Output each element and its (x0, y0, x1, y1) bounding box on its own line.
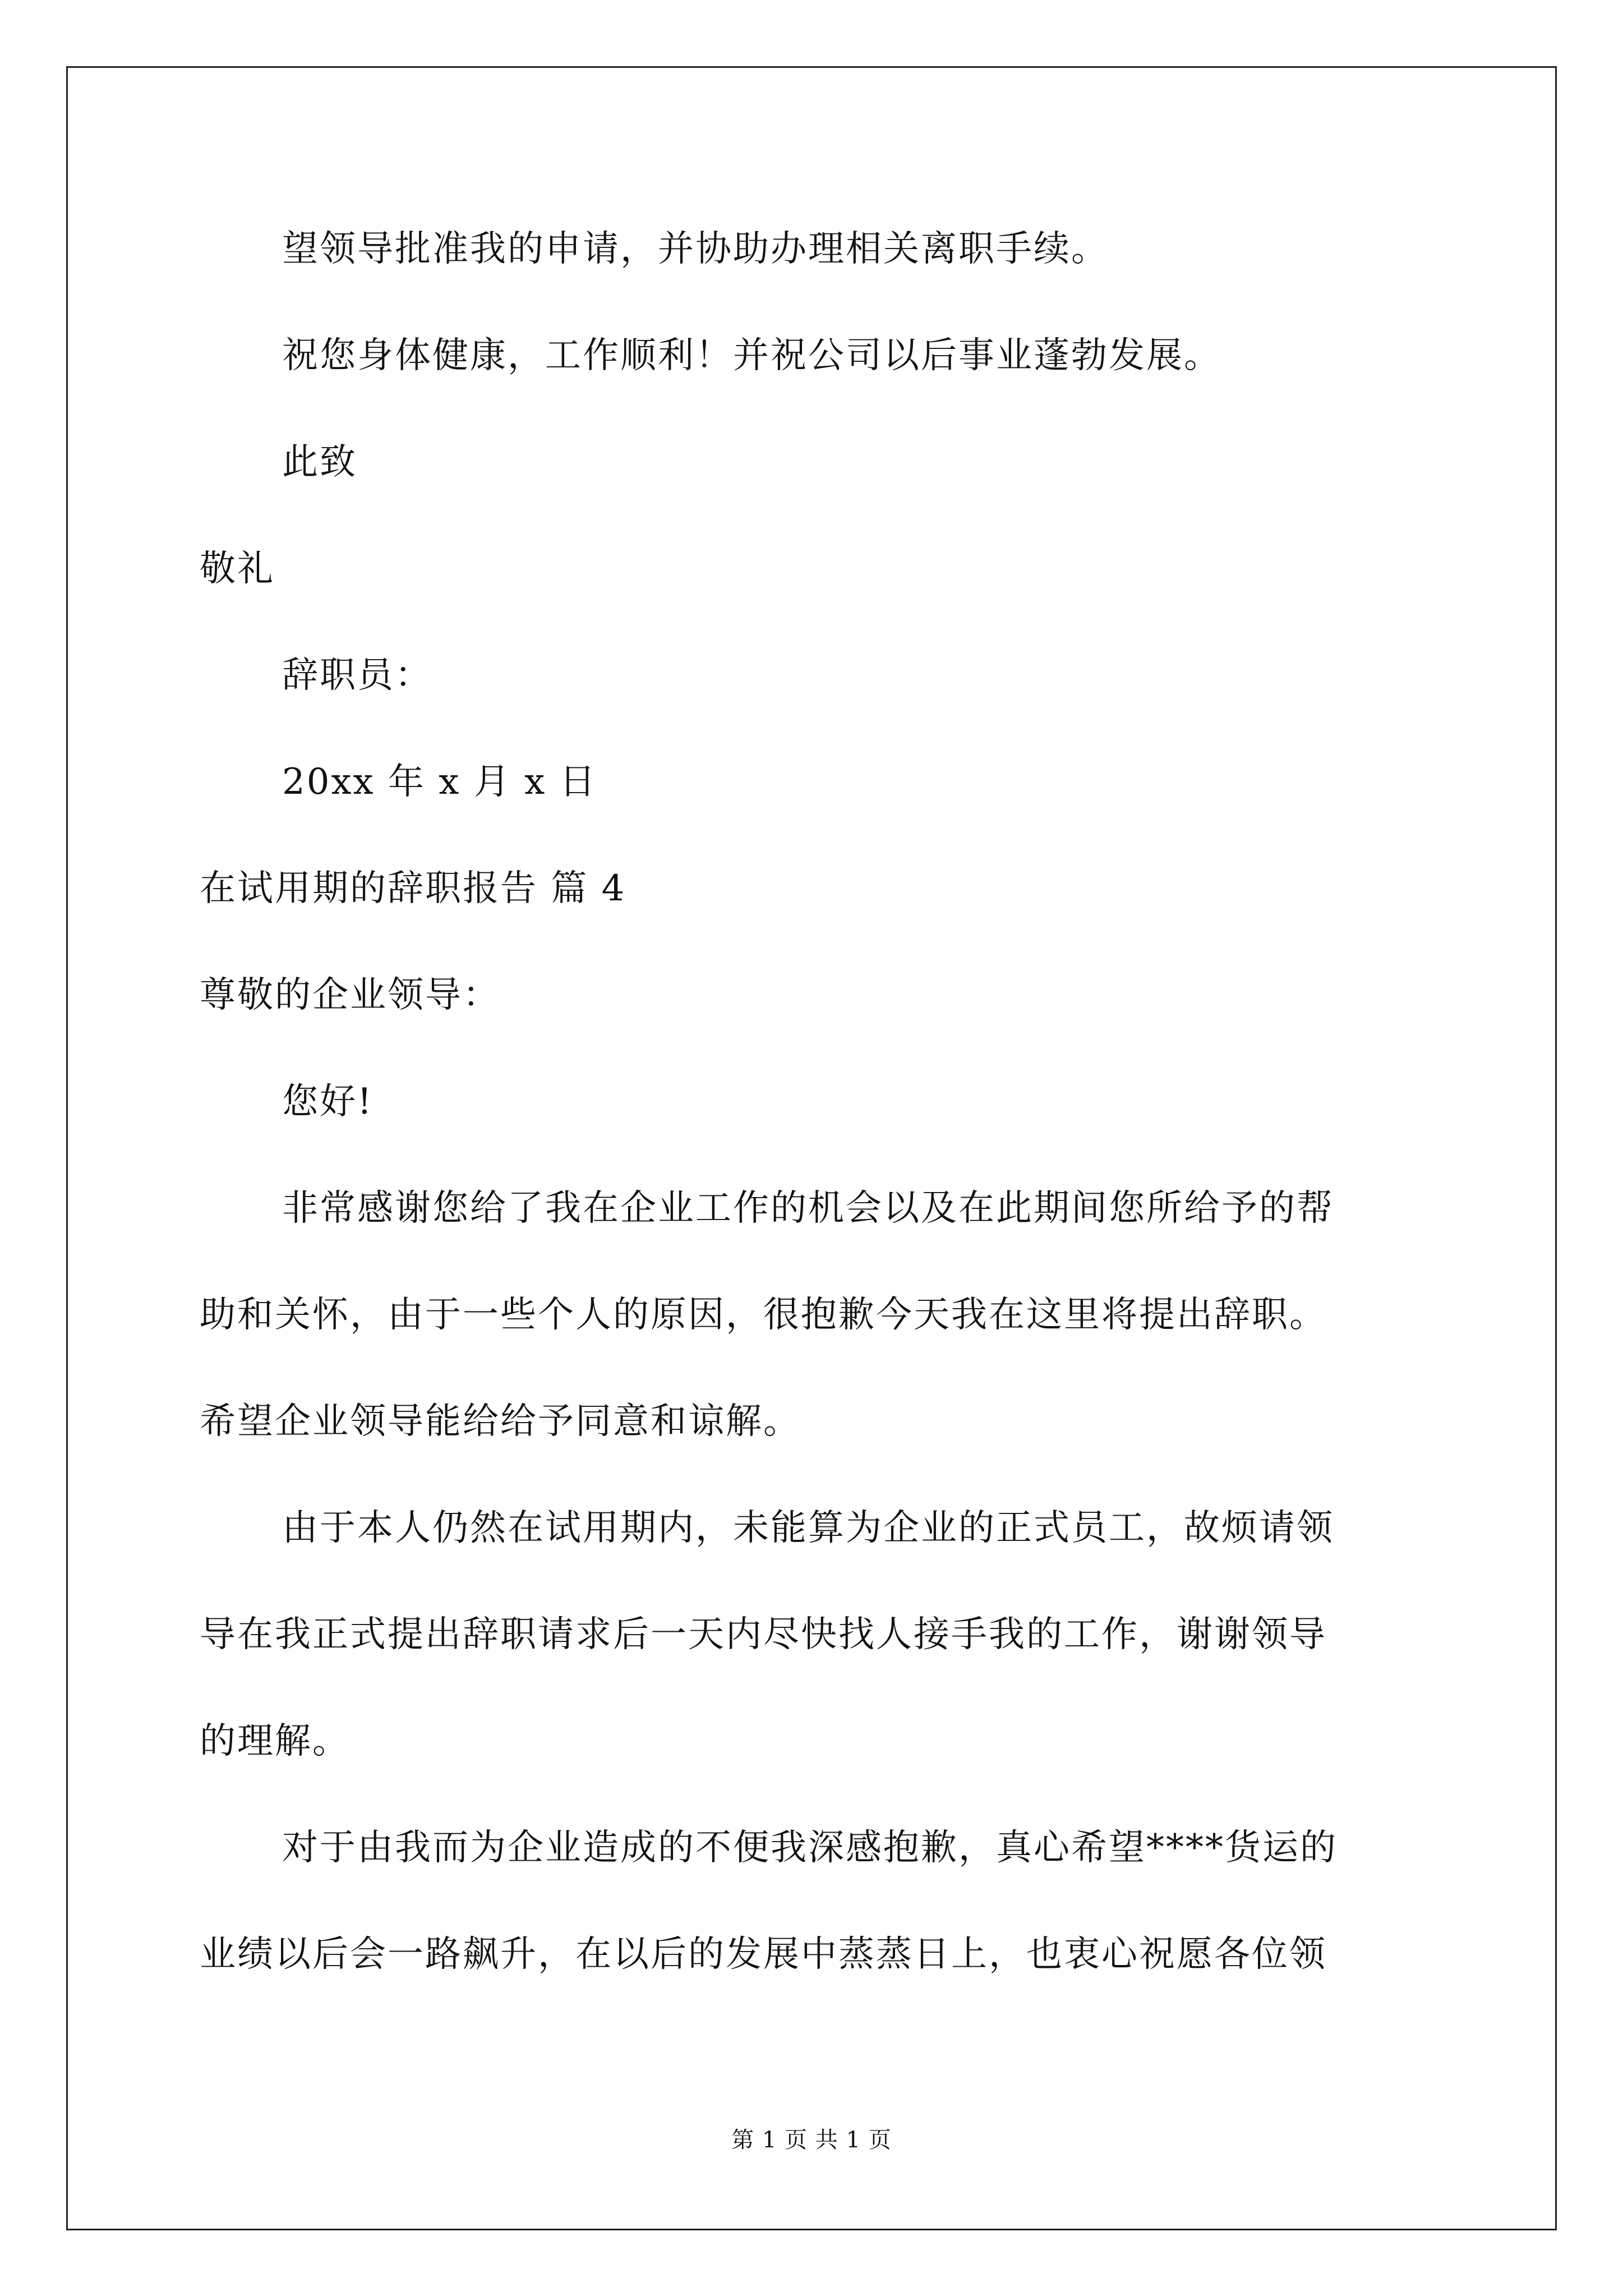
text-line: 业绩以后会一路飙升，在以后的发展中蒸蒸日上，也衷心祝愿各位领 (200, 1934, 1327, 1975)
greeting: 您好! (282, 1081, 374, 1122)
text-line: 希望企业领导能给给予同意和谅解。 (200, 1401, 801, 1442)
section-heading: 在试用期的辞职报告 篇 4 (200, 868, 626, 909)
text-line: 望领导批准我的申请，并协助办理相关离职手续。 (282, 228, 1109, 270)
text-line: 祝您身体健康，工作顺利！并祝公司以后事业蓬勃发展。 (282, 335, 1221, 376)
date-line: 20xx 年 x 月 x 日 (282, 761, 597, 803)
text-line: 辞职员： (282, 655, 432, 696)
text-line: 此致 (282, 441, 357, 483)
page-border (66, 66, 1557, 2230)
text-line: 助和关怀，由于一些个人的原因，很抱歉今天我在这里将提出辞职。 (200, 1294, 1327, 1336)
text-line: 由于本人仍然在试用期内，未能算为企业的正式员工，故烦请领 (282, 1507, 1334, 1549)
text-line: 对于由我而为企业造成的不便我深感抱歉，真心希望****货运的 (282, 1827, 1338, 1869)
text-line: 非常感谢您给了我在企业工作的机会以及在此期间您所给予的帮 (282, 1188, 1334, 1229)
text-line: 的理解。 (200, 1720, 350, 1762)
text-line: 敬礼 (200, 548, 275, 590)
text-line: 导在我正式提出辞职请求后一天内尽快找人接手我的工作，谢谢领导 (200, 1614, 1327, 1655)
page-footer: 第 1 页 共 1 页 (731, 2127, 892, 2153)
salutation: 尊敬的企业领导： (200, 974, 500, 1016)
